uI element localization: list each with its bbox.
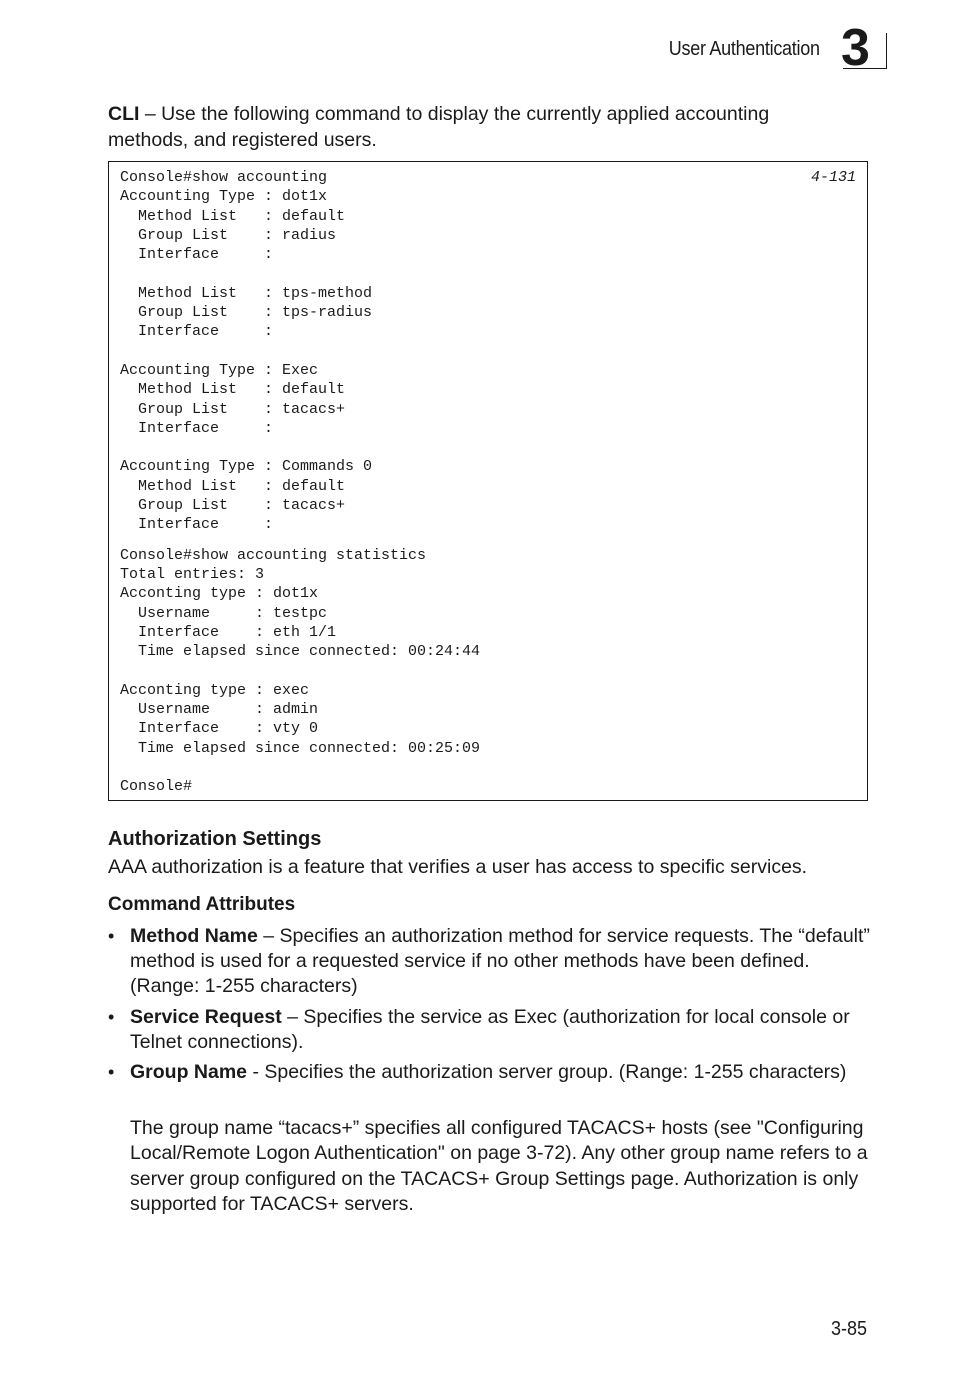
- cli-line: Acconting type : dot1x: [120, 585, 319, 603]
- cli-line: Accounting Type : Exec: [120, 361, 319, 379]
- cli-line: Accounting Type : Commands 0: [120, 458, 373, 476]
- cli-line: Method List : default: [120, 381, 346, 399]
- command-attributes-heading: Command Attributes: [108, 894, 296, 915]
- cli-line: Group List : tacacs+: [120, 497, 346, 515]
- cli-line: [120, 758, 480, 777]
- cli-line: Interface : vty 0: [120, 720, 319, 738]
- bullet-service-request: [108, 1005, 870, 1055]
- cli-line: Group List : tps-radius: [120, 304, 373, 322]
- cli-output: [120, 168, 480, 797]
- bullet-text: – Specifies an authorization method for service requests. The “default” method is used for a requested service if no other methods have been defined. (Range: 1-255 characters): [130, 925, 870, 997]
- cli-line: Method List : default: [120, 207, 346, 225]
- bullet-term: Service Request: [130, 1006, 282, 1028]
- cli-line: Username : admin: [120, 701, 319, 719]
- group-name-note: The group name “tacacs+” specifies all configured TACACS+ hosts (see "Configuring Local/Remote Logon Authentication" on page 3-72). Any other group name refers to a server group configured on the TACACS+ Group Settings page. Authorization is only supported for TACACS+ servers.: [130, 1117, 868, 1215]
- cli-line: Interface :: [120, 246, 274, 264]
- section-description: AAA authorization is a feature that verifies a user has access to specific services.: [108, 856, 808, 878]
- running-header: User Authentication: [669, 38, 820, 60]
- cli-line: Username : testpc: [120, 604, 328, 622]
- cli-line: Accounting Type : dot1x: [120, 188, 328, 206]
- cli-line: Time elapsed since connected: 00:24:44: [120, 643, 481, 661]
- cli-line: Group List : radius: [120, 226, 337, 244]
- bullet-marker: •: [108, 1062, 115, 1082]
- cli-line: [120, 342, 480, 361]
- command-reference: 4-131: [810, 169, 856, 186]
- cli-line: Method List : tps-method: [120, 284, 373, 302]
- bullet-method-name: [108, 924, 870, 999]
- cli-gap: [120, 535, 480, 546]
- chapter-number: 3: [841, 19, 870, 77]
- intro-text: – Use the following command to display the currently applied accounting methods, and registered users.: [108, 103, 770, 151]
- cli-line: Interface :: [120, 419, 274, 437]
- cli-line: [120, 438, 480, 457]
- cli-line: Total entries: 3: [120, 565, 265, 583]
- bullet-marker: •: [108, 1007, 115, 1027]
- bullet-term: Method Name: [130, 925, 258, 947]
- cli-line: Console#show accounting: [120, 169, 328, 186]
- intro-label: CLI: [108, 103, 140, 125]
- bullet-text: – Specifies the service as Exec (authorization for local console or Telnet connections).: [130, 1006, 850, 1053]
- bullet-text: - Specifies the authorization server group. (Range: 1-255 characters): [247, 1061, 847, 1083]
- cli-line: Interface :: [120, 323, 274, 341]
- cli-line: Method List : default: [120, 477, 346, 495]
- page-number: 3-85: [830, 1318, 867, 1340]
- cli-line: Group List : tacacs+: [120, 400, 346, 418]
- section-heading: Authorization Settings: [108, 828, 322, 850]
- cli-line: [120, 264, 480, 283]
- intro-paragraph: [108, 101, 848, 153]
- cli-line: Console#show accounting statistics: [120, 546, 427, 564]
- cli-line: [120, 661, 480, 680]
- cli-example-box: [108, 161, 868, 801]
- cli-line: Interface :: [120, 516, 274, 534]
- cli-line: Console#: [120, 778, 193, 796]
- bullet-marker: •: [108, 926, 115, 946]
- cli-line: Interface : eth 1/1: [120, 623, 337, 641]
- bullet-term: Group Name: [130, 1061, 248, 1083]
- bullet-group-name: [108, 1060, 870, 1085]
- cli-line: Time elapsed since connected: 00:25:09: [120, 739, 481, 757]
- cli-line: Acconting type : exec: [120, 681, 310, 699]
